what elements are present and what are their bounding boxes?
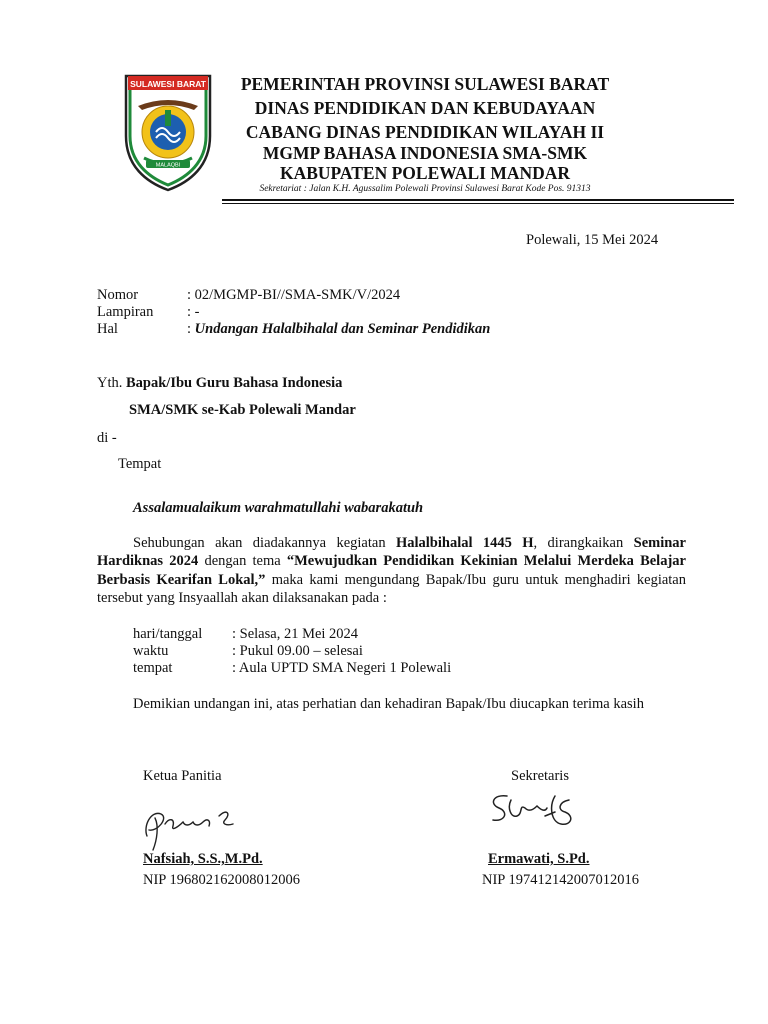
letterhead-line-5: KABUPATEN POLEWALI MANDAR xyxy=(279,163,571,183)
recipient-line-1: Yth. Bapak/Ibu Guru Bahasa Indonesia xyxy=(97,375,343,391)
meta-label-nomor: Nomor xyxy=(97,287,139,303)
signatory-name-chair: Nafsiah, S.S.,M.Pd. xyxy=(143,851,263,867)
signature-chair xyxy=(135,796,245,857)
schedule-value-date: : Selasa, 21 Mei 2024 xyxy=(232,626,359,642)
letterhead-rule-thick xyxy=(222,199,734,201)
signature-secretary xyxy=(485,786,585,841)
provincial-emblem-logo xyxy=(118,70,218,194)
body-paragraph: Sehubungan akan diadakannya kegiatan Halalbihalal 1445 H, dirangkaikan Seminar Hardiknas 2024 dengan tema “Mewujudkan Pendidikan Kekinian Melalui Merdeka Belajar Berbasis Kearifan Lokal,” maka kami mengundang Bapak/Ibu guru untuk menghadiri kegiatan tersebut yang Insyaallah akan dilaksanakan pada : xyxy=(97,535,686,606)
schedule-value-time: : Pukul 09.00 – selesai xyxy=(232,643,363,659)
meta-value-nomor: : 02/MGMP-BI//SMA-SMK/V/2024 xyxy=(187,287,401,303)
letterhead-rule-thin xyxy=(222,203,734,204)
svg-text:SULAWESI BARAT: SULAWESI BARAT xyxy=(130,79,206,89)
recipient-di: di - xyxy=(97,430,117,446)
signatory-role-chair: Ketua Panitia xyxy=(143,768,222,784)
letterhead-line-4: MGMP BAHASA INDONESIA SMA-SMK xyxy=(262,143,588,163)
schedule-label-place: tempat xyxy=(133,660,173,676)
meta-label-hal: Hal xyxy=(97,321,118,337)
meta-value-hal: : Undangan Halalbihalal dan Seminar Pendidikan xyxy=(187,321,491,337)
meta-label-lampiran: Lampiran xyxy=(97,304,154,320)
closing-sentence: Demikian undangan ini, atas perhatian dan kehadiran Bapak/Ibu diucapkan terima kasih xyxy=(133,696,644,712)
signatory-role-secretary: Sekretaris xyxy=(511,768,569,784)
secretariat-address: Sekretariat : Jalan K.H. Agussalim Polewali Provinsi Sulawesi Barat Kode Pos. 91313 xyxy=(259,184,591,194)
letterhead-line-3: CABANG DINAS PENDIDIKAN WILAYAH II xyxy=(245,122,605,142)
svg-text:MALAQBI: MALAQBI xyxy=(155,162,181,169)
signatory-name-secretary: Ermawati, S.Pd. xyxy=(488,851,590,867)
date-place: Polewali, 15 Mei 2024 xyxy=(526,232,659,248)
schedule-label-date: hari/tanggal xyxy=(133,626,203,642)
signatory-nip-secretary: NIP 197412142007012016 xyxy=(482,872,639,888)
greeting: Assalamualaikum warahmatullahi wabarakatuh xyxy=(133,500,424,516)
letterhead-line-1: PEMERINTAH PROVINSI SULAWESI BARAT xyxy=(240,74,610,94)
recipient-line-2: SMA/SMK se-Kab Polewali Mandar xyxy=(129,402,356,418)
meta-value-lampiran: : - xyxy=(187,304,200,320)
letterhead-line-2: DINAS PENDIDIKAN DAN KEBUDAYAAN xyxy=(254,98,596,118)
schedule-label-time: waktu xyxy=(133,643,169,659)
schedule-value-place: : Aula UPTD SMA Negeri 1 Polewali xyxy=(232,660,452,676)
signatory-nip-chair: NIP 196802162008012006 xyxy=(143,872,300,888)
recipient-place: Tempat xyxy=(118,456,162,472)
